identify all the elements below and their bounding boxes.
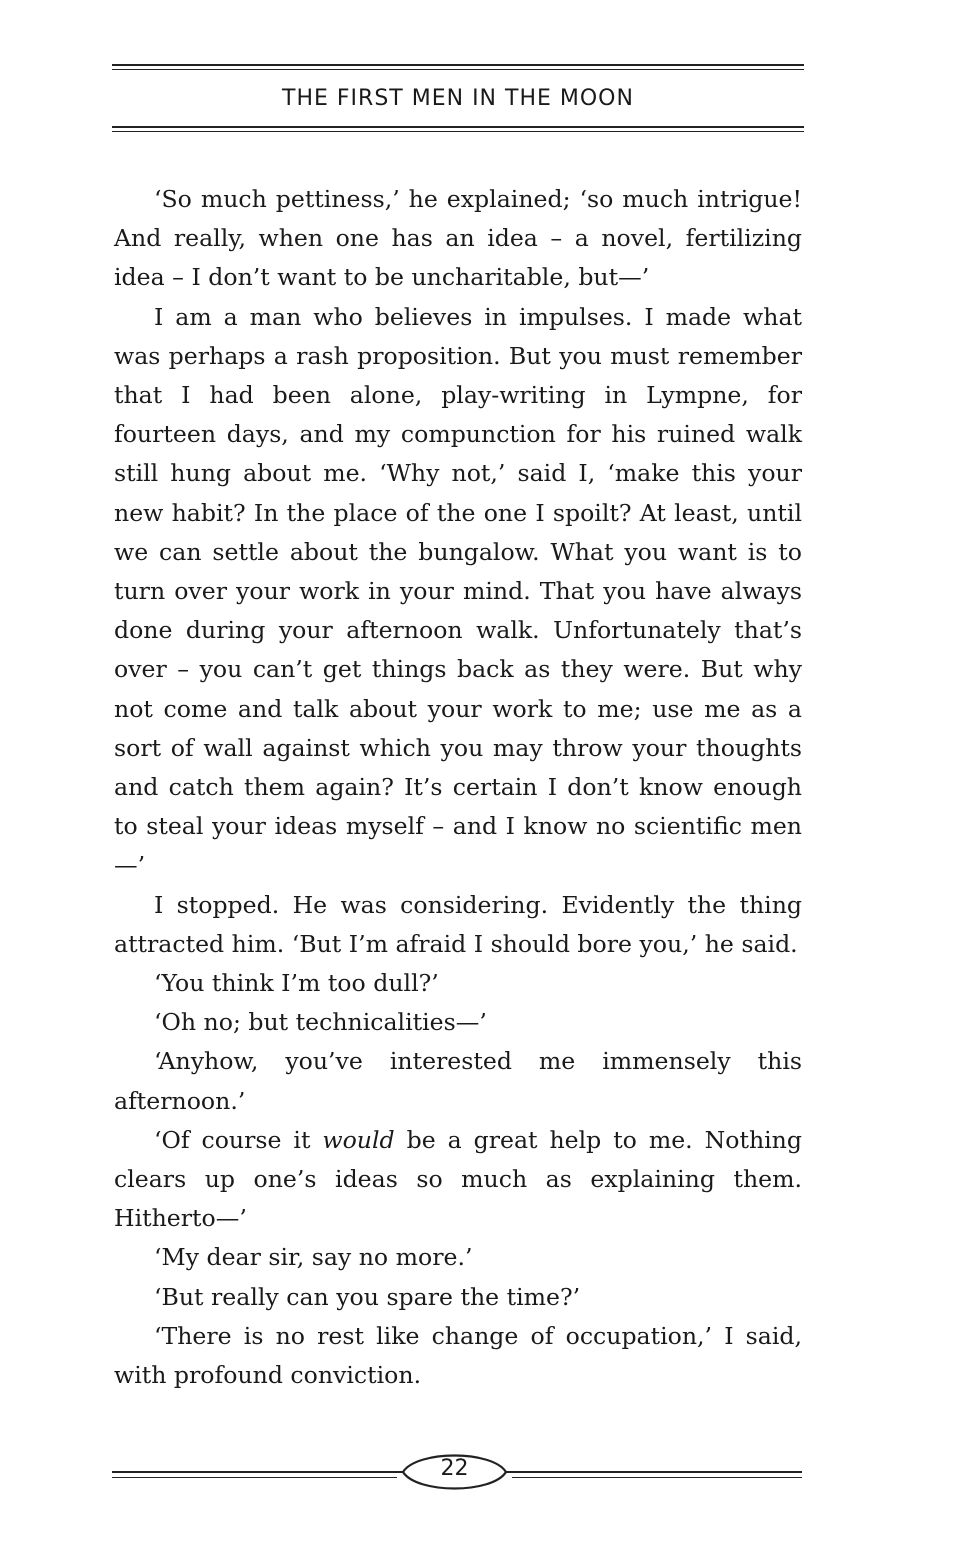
paragraph: ‘There is no rest like change of occupation,’ I said, with profound conviction. — [114, 1321, 802, 1390]
paragraph: ‘Anyhow, you’ve interested me immensely this afternoon.’ — [114, 1047, 802, 1115]
paragraph — [114, 1121, 802, 1239]
paragraph: ‘You think I’m too dull?’ — [154, 969, 439, 998]
paragraph: ‘But really can you spare the time?’ — [154, 1282, 581, 1311]
page-footer — [112, 1440, 802, 1504]
emphasized-word: would — [322, 1125, 395, 1154]
paragraph: ‘Oh no; but technicalities—’ — [154, 1008, 487, 1037]
paragraph-text: be a great help to me. Nothing clears up one’s ideas so much as explaining them. Hitherto—’ — [114, 1125, 802, 1233]
paragraph: I am a man who believes in impulses. I made what was perhaps a rash proposition. But you must remember that I had been alone, play-writing in Lympne, for fourteen days, and my compunction for his ruined walk still hung about me. ‘Why not,’ said I, ‘make this your new habit? In the place of the one I spoilt? At least, until we can settle about the bungalow. What you want is to turn over your work in your mind. That you have always done during your afternoon walk. Unfortunately that’s over – you can’t get things back as they were. But why not come and talk about your work to me; use me as a sort of wall against which you may throw your thoughts and catch them again? It’s certain I don’t know enough to steal your ideas myself – and I know no scientific men—’ — [114, 302, 802, 880]
body-text — [114, 180, 802, 1395]
running-head: THE FIRST MEN IN THE MOON — [282, 86, 634, 111]
footer-right-rule — [512, 1471, 802, 1473]
paragraph: ‘My dear sir, say no more.’ — [154, 1243, 473, 1272]
footer-left-rule — [112, 1471, 397, 1473]
page-number: 22 — [440, 1456, 469, 1481]
page-header — [112, 60, 804, 136]
paragraph: ‘So much pettiness,’ he explained; ‘so much intrigue! And really, when one has an idea – a novel, fertilizing idea – I don’t want to be uncharitable, but—’ — [114, 185, 802, 292]
paragraph-text: ‘Of course it — [154, 1125, 323, 1154]
header-top-rule — [112, 64, 804, 66]
header-bottom-rule — [112, 126, 804, 128]
paragraph: I stopped. He was considering. Evidently the thing attracted him. ‘But I’m afraid I should bore you,’ he said. — [114, 890, 802, 958]
